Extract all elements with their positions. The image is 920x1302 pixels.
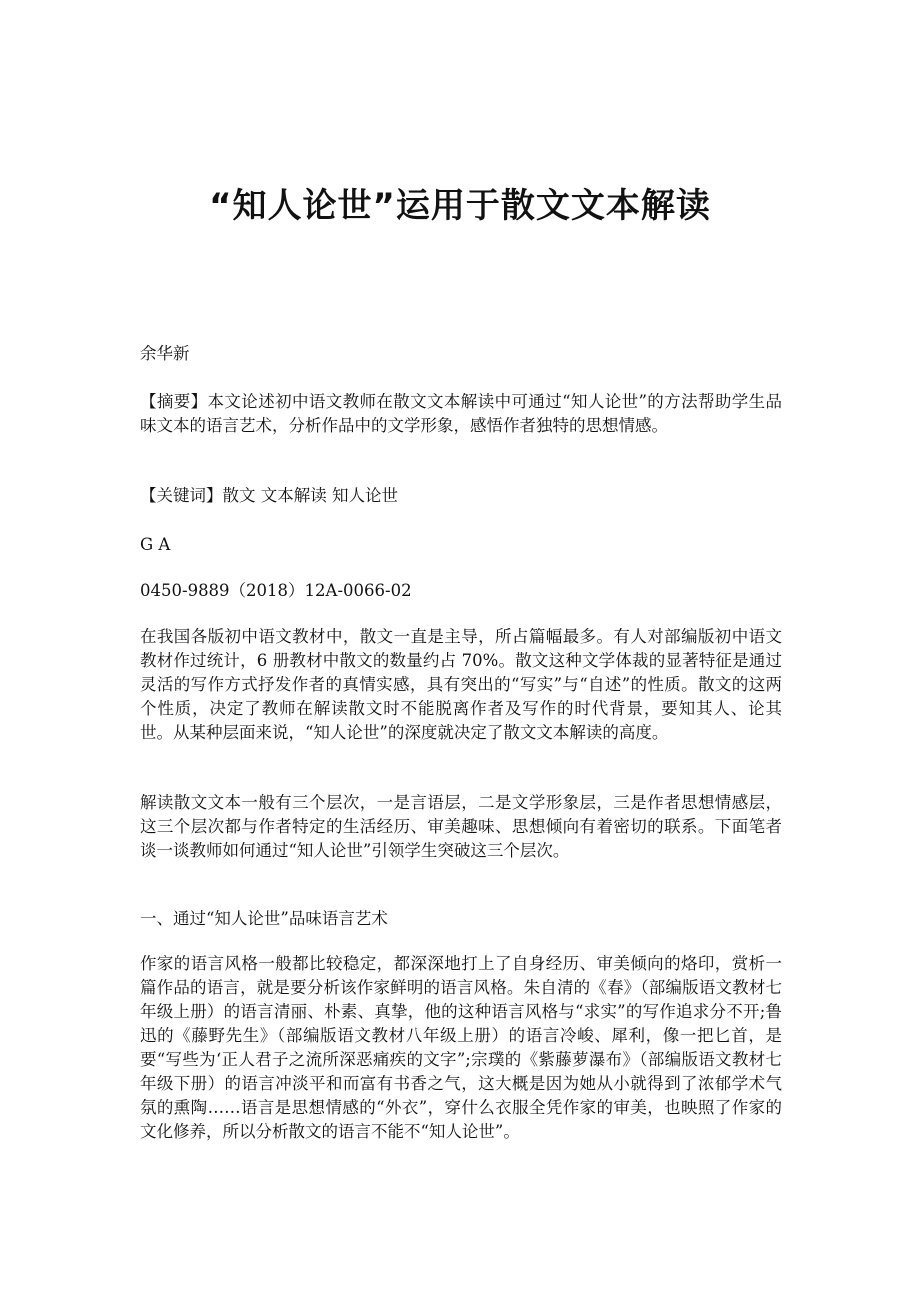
body-paragraph: 解读散文文本一般有三个层次，一是言语层，二是文学形象层，三是作者思想情感层，这三个层次都与作者特定的生活经历、审美趣味、思想倾向有着密切的联系。下面笔者谈一谈教师如何通过“知人论世”引领学生突破这三个层次。 — [140, 793, 782, 860]
body-paragraph: 在我国各版初中语文教材中，散文一直是主导，所占篇幅最多。有人对部编版初中语文教材作过统计，6 册教材中散文的数量约占 70%。散文这种文学体裁的显著特征是通过灵活的写作方式抒发作者的真情实感，具有突出的“写实”与“自述”的性质。散文的这两个性质，决定了教师在解读散文时不能脱离作者及写作的时代背景，要知其人、论其世。从某种层面来说，“知人论世”的深度就决定了散文文本解读的高度。 — [140, 627, 782, 742]
document-title: “知人论世”运用于散文文本解读 — [209, 186, 711, 226]
classification-line: G A — [140, 535, 171, 554]
author-name: 余华新 — [140, 344, 190, 363]
issn-line: 0450-9889（2018）12A-0066-02 — [140, 581, 412, 600]
section-heading: 一、通过“知人论世”品味语言艺术 — [140, 909, 388, 928]
keywords-line: 【关键词】散文 文本解读 知人论世 — [140, 486, 398, 505]
section-paragraph: 作家的语言风格一般都比较稳定，都深深地打上了自身经历、审美倾向的烙印，赏析一篇作品的语言，就是要分析该作家鲜明的语言风格。朱自清的《春》（部编版语文教材七年级上册）的语言清丽、朴素、真挚，他的这种语言风格与“求实”的写作追求分不开;鲁迅的《藤野先生》（部编版语文教材八年级上册）的语言冷峻、犀利，像一把匕首，是要“写些为‘正人君子之流所深恶痛疾的文字”;宗璞的《紫藤萝瀑布》（部编版语文教材七年级下册）的语言冲淡平和而富有书香之气，这大概是因为她从小就得到了浓郁学术气氛的熏陶……语言是思想情感的“外衣”，穿什么衣服全凭作家的审美，也映照了作家的文化修养，所以分析散文的语言不能不“知人论世”。 — [140, 954, 782, 1141]
abstract-paragraph: 【摘要】本文论述初中语文教师在散文文本解读中可通过“知人论世”的方法帮助学生品味文本的语言艺术，分析作品中的文学形象，感悟作者独特的思想情感。 — [140, 392, 782, 435]
